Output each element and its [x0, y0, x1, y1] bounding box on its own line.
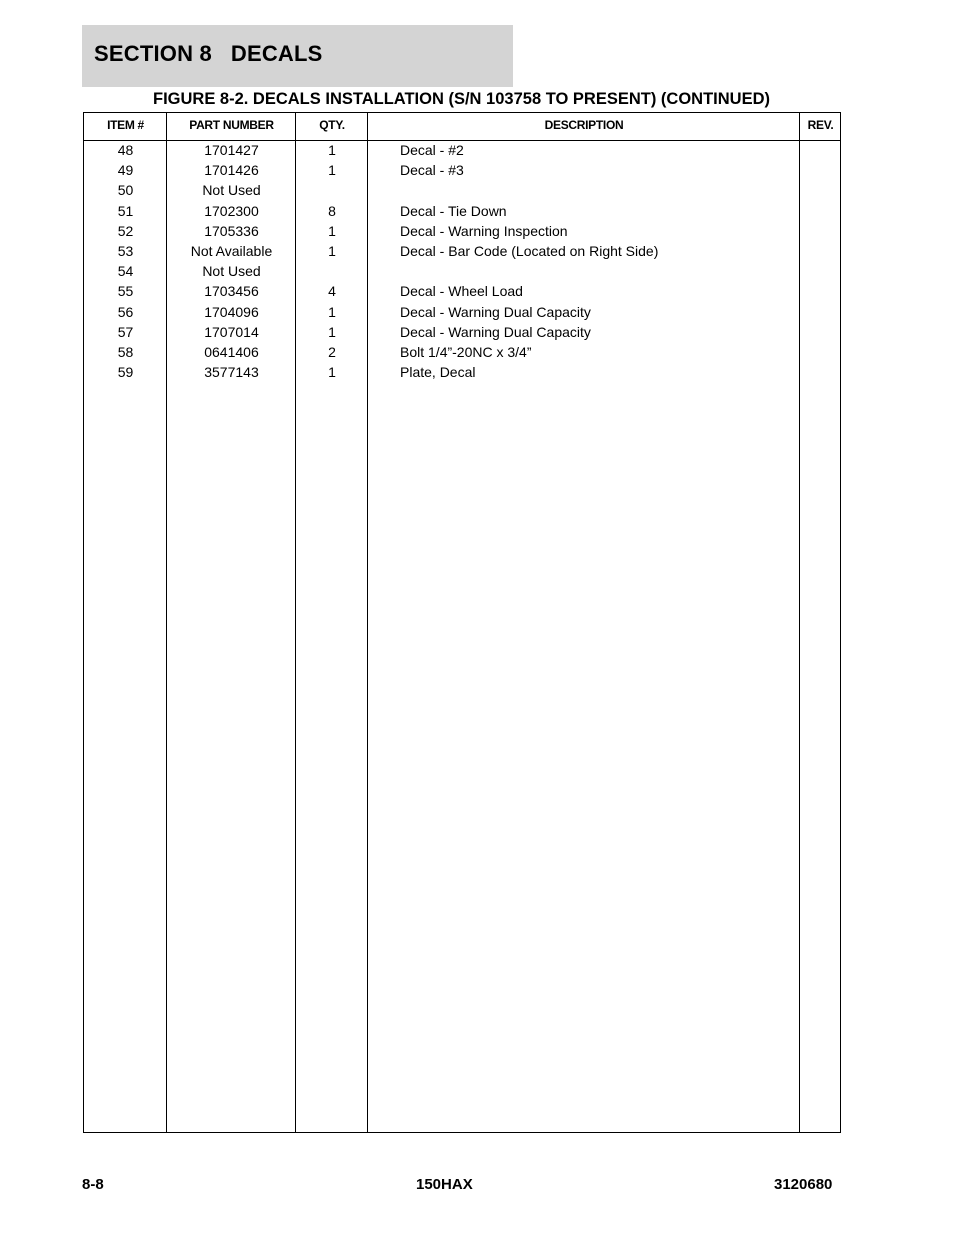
part-number-cell: 1701427 [204, 142, 259, 158]
quantity-cell: 1 [328, 142, 336, 158]
item-number-cell: 50 [117, 182, 134, 199]
section-title: SECTION 8 DECALS [94, 41, 323, 66]
revision-cell [800, 261, 841, 281]
description-cell: Decal - Warning Dual Capacity [400, 323, 591, 340]
item-number-cell: 48 [117, 142, 134, 158]
quantity-cell: 1 [328, 364, 336, 381]
description-cell: Plate, Decal [400, 364, 476, 381]
description-cell: Decal - Tie Down [400, 202, 507, 219]
revision-cell [800, 281, 841, 301]
table-row [84, 322, 840, 342]
table-row [84, 140, 840, 160]
description-cell: Decal - #2 [400, 142, 464, 158]
item-number-cell: 53 [117, 242, 134, 259]
item-number-cell: 56 [117, 303, 134, 320]
section-banner [82, 25, 513, 87]
description-cell: Bolt 1/4”-20NC x 3/4” [400, 343, 532, 360]
revision-cell [800, 241, 841, 261]
quantity-cell: 1 [328, 162, 336, 179]
table-row [84, 221, 840, 241]
header-item: ITEM # [107, 118, 144, 132]
header-rev: REV. [807, 118, 834, 132]
quantity-cell: 1 [328, 242, 336, 259]
description-cell [400, 261, 800, 281]
table-row [84, 160, 840, 180]
part-number-cell: Not Used [202, 182, 261, 199]
revision-cell [800, 362, 841, 382]
part-number-cell: 1703456 [204, 283, 259, 300]
item-number-cell: 52 [117, 222, 134, 239]
model-name: 150HAX [416, 1176, 473, 1193]
part-number-cell: 1704096 [204, 303, 259, 320]
description-cell: Decal - Wheel Load [400, 283, 523, 300]
document-number: 3120680 [774, 1176, 833, 1193]
item-number-cell: 57 [117, 323, 134, 340]
description-cell: Decal - Warning Dual Capacity [400, 303, 591, 320]
revision-cell [800, 221, 841, 241]
table-row [84, 342, 840, 362]
header-part-number: PART NUMBER [189, 118, 274, 132]
quantity-cell: 1 [328, 222, 336, 239]
part-number-cell: 1702300 [204, 202, 259, 219]
quantity-cell: 2 [328, 343, 336, 360]
table-row [84, 180, 840, 200]
table-body [84, 140, 840, 382]
revision-cell [800, 160, 841, 180]
item-number-cell: 55 [117, 283, 134, 300]
quantity-cell [296, 261, 368, 281]
revision-cell [800, 302, 841, 322]
table-row [84, 362, 840, 382]
figure-title: FIGURE 8-2. DECALS INSTALLATION (S/N 103758 TO PRESENT) (CONTINUED) [153, 90, 770, 108]
revision-cell [800, 342, 841, 362]
part-number-cell: 1701426 [204, 162, 259, 179]
table-row [84, 261, 840, 281]
table-row [84, 281, 840, 301]
part-number-cell: Not Available [190, 242, 273, 259]
table-row [84, 241, 840, 261]
quantity-cell: 8 [328, 202, 336, 219]
page-number: 8-8 [82, 1176, 104, 1193]
description-cell: Decal - Warning Inspection [400, 222, 568, 239]
quantity-cell: 1 [328, 323, 336, 340]
description-cell: Decal - #3 [400, 162, 464, 179]
revision-cell [800, 201, 841, 221]
item-number-cell: 51 [117, 202, 134, 219]
part-number-cell: 1707014 [204, 323, 259, 340]
table-row [84, 201, 840, 221]
item-number-cell: 59 [117, 364, 134, 381]
description-cell: Decal - Bar Code (Located on Right Side) [400, 242, 659, 259]
quantity-cell: 4 [328, 283, 336, 300]
part-number-cell: 0641406 [204, 343, 259, 360]
description-cell [400, 180, 800, 200]
quantity-cell: 1 [328, 303, 336, 320]
header-description: DESCRIPTION [544, 118, 624, 132]
quantity-cell [296, 180, 368, 200]
header-qty: QTY. [319, 118, 345, 132]
item-number-cell: 54 [117, 263, 134, 280]
revision-cell [800, 140, 841, 160]
item-number-cell: 49 [117, 162, 134, 179]
parts-table [83, 112, 841, 1133]
revision-cell [800, 180, 841, 200]
part-number-cell: 1705336 [204, 222, 259, 239]
item-number-cell: 58 [117, 343, 134, 360]
part-number-cell: Not Used [202, 263, 261, 280]
part-number-cell: 3577143 [204, 364, 259, 381]
table-row [84, 302, 840, 322]
revision-cell [800, 322, 841, 342]
